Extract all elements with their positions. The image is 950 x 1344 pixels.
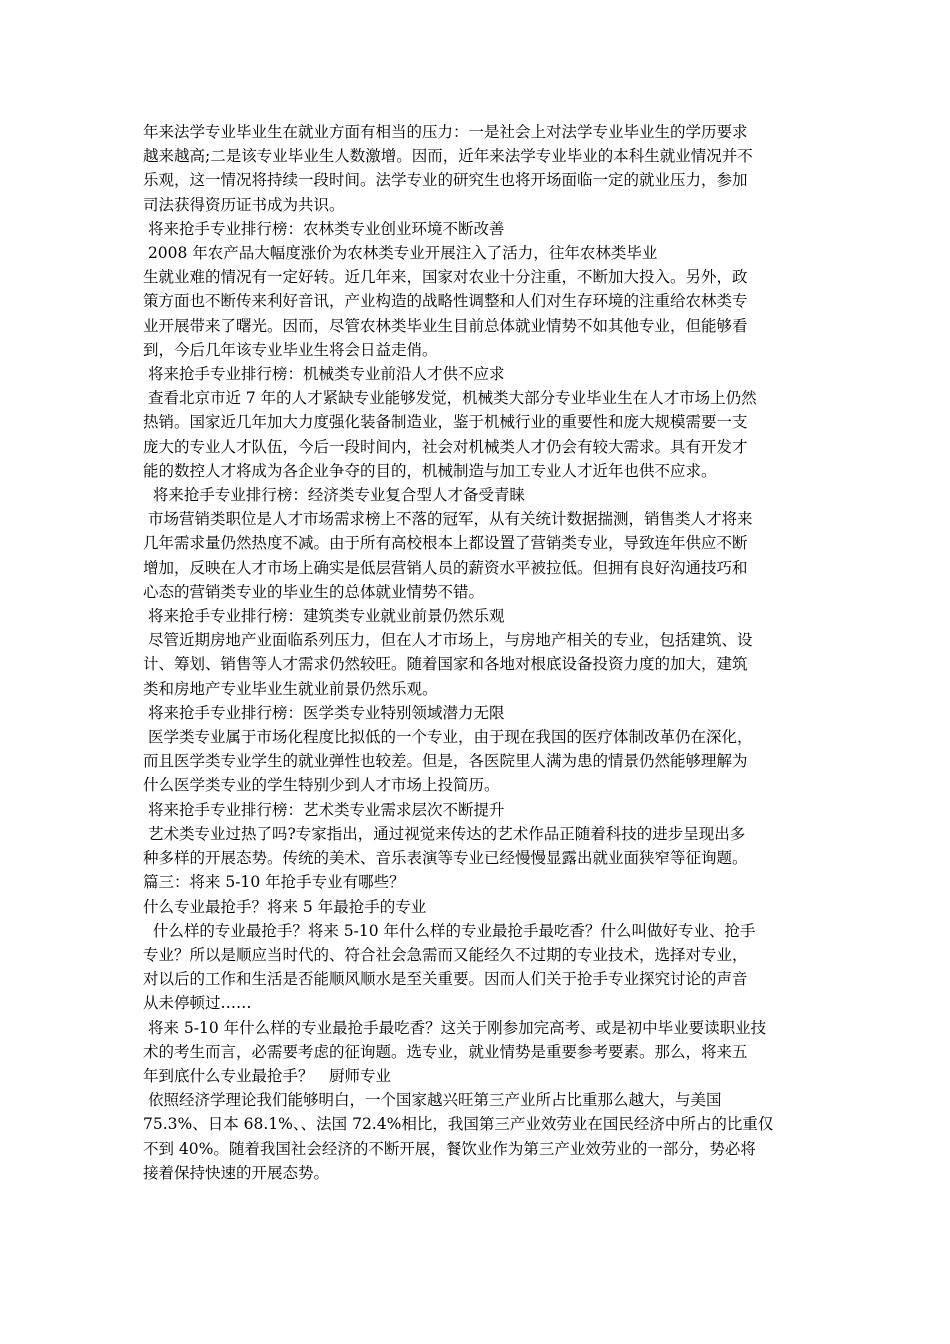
text-line: 到，今后几年该专业毕业生将会日益走俏。 xyxy=(143,340,438,359)
text-line: 庞大的专业人才队伍，今后一段时间内，社会对机械类人才仍会有较大需求。具有开发才 xyxy=(143,437,748,456)
text-line: 什么专业最抢手？将来 5 年最抢手的专业 xyxy=(143,897,427,916)
text-line: 几年需求量仍然热度不减。由于所有高校根本上都设置了营销类专业，导致连年供应不断 xyxy=(143,534,748,553)
text-line: 75.3%、日本 68.1%、、法国 72.4%相比，我国第三产业效劳业在国民经济中所占的比重仅 xyxy=(143,1115,774,1134)
text-line: 什么医学类专业的学生特别少到人才市场上投简历。 xyxy=(143,776,500,795)
text-line: 从未停顿过…… xyxy=(143,994,252,1013)
text-line: 越来越高;二是该专业毕业生人数激增。因而，近年来法学专业毕业的本科生就业情况并不 xyxy=(143,147,753,166)
text-line: 术的考生而言，必需要考虑的征询题。选专业，就业情势是重要参考要素。那么，将来五 xyxy=(143,1042,748,1061)
text-line: 将来抢手专业排行榜：机械类专业前沿人才供不应求 xyxy=(143,365,505,384)
text-line: 策方面也不断传来利好音讯，产业构造的战略性调整和人们对生存环境的注重给农林类专 xyxy=(143,292,748,311)
text-line: 将来抢手专业排行榜：建筑类专业就业前景仍然乐观 xyxy=(143,607,505,626)
text-line: 将来抢手专业排行榜：农林类专业创业环境不断改善 xyxy=(143,219,505,238)
text-line: 年来法学专业毕业生在就业方面有相当的压力：一是社会上对法学专业毕业生的学历要求 xyxy=(143,123,748,141)
text-line: 专业？所以是顺应当时代的、符合社会急需而又能经久不过期的专业技术，选择对专业， xyxy=(143,945,748,964)
text-line: 计、筹划、销售等人才需求仍然较旺。随着国家和各地对根底设备投资力度的加大，建筑 xyxy=(143,655,748,674)
text-line: 司法获得资历证书成为共识。 xyxy=(143,195,345,214)
text-line: 将来抢手专业排行榜：医学类专业特别领域潜力无限 xyxy=(143,703,505,722)
text-line: 类和房地产专业毕业生就业前景仍然乐观。 xyxy=(143,679,438,698)
text-line: 依照经济学理论我们能够明白，一个国家越兴旺第三产业所占比重那么越大，与美国 xyxy=(143,1091,722,1110)
text-line: 艺术类专业过热了吗?专家指出，通过视觉来传达的艺术作品正随着科技的进步呈现出多 xyxy=(143,824,746,843)
text-line: 业开展带来了曙光。因而，尽管农林类毕业生目前总体就业情势不如其他专业，但能够看 xyxy=(143,316,748,335)
text-line: 尽管近期房地产业面临系列压力，但在人才市场上，与房地产相关的专业，包括建筑、设 xyxy=(143,631,753,650)
text-line: 篇三：将来 5-10 年抢手专业有哪些？ xyxy=(143,873,405,892)
text-line: 市场营销类职位是人才市场需求榜上不落的冠军，从有关统计数据揣测，销售类人才将来 xyxy=(143,510,753,529)
text-line: 查看北京市近 7 年的人才紧缺专业能够发觉，机械类大部分专业毕业生在人才市场上仍然 xyxy=(143,389,757,408)
text-line: 种多样的开展态势。传统的美术、音乐表演等专业已经慢慢显露出就业面狭窄等征询题。 xyxy=(143,849,748,868)
text-line: 2008 年农产品大幅度涨价为农林类专业开展注入了活力，往年农林类毕业 xyxy=(143,244,658,263)
text-line: 医学类专业属于市场化程度比拟低的一个专业，由于现在我国的医疗体制改革仍在深化， xyxy=(143,728,753,747)
document-body xyxy=(143,120,813,1185)
text-line: 什么样的专业最抢手？将来 5-10 年什么样的专业最抢手最吃香？什么叫做好专业、抢手 xyxy=(143,921,756,940)
text-line: 将来 5-10 年什么样的专业最抢手最吃香？这关于刚参加完高考、或是初中毕业要读职业技 xyxy=(143,1018,767,1037)
text-line: 将来抢手专业排行榜：经济类专业复合型人才备受青睐 xyxy=(143,486,525,505)
text-line: 能的数控人才将成为各企业争夺的目的，机械制造与加工专业人才近年也供不应求。 xyxy=(143,461,717,480)
text-line: 不到 40%。随着我国社会经济的不断开展，餐饮业作为第三产业效劳业的一部分，势必将 xyxy=(143,1139,756,1158)
text-line: 乐观，这一情况将持续一段时间。法学专业的研究生也将开场面临一定的就业压力，参加 xyxy=(143,171,748,190)
text-line: 而且医学类专业学生的就业弹性也较差。但是，各医院里人满为患的情景仍然能够理解为 xyxy=(143,752,748,771)
text-line: 心态的营销类专业的毕业生的总体就业情势不错。 xyxy=(143,582,485,601)
text-line: 增加，反映在人才市场上确实是低层营销人员的薪资水平被拉低。但拥有良好沟通技巧和 xyxy=(143,558,748,577)
text-line: 热销。国家近几年加大力度强化装备制造业，鉴于机械行业的重要性和庞大规模需要一支 xyxy=(143,413,748,432)
text-line: 年到底什么专业最抢手？ 厨师专业 xyxy=(143,1066,392,1085)
text-line: 接着保持快速的开展态势。 xyxy=(143,1163,330,1182)
text-line: 生就业难的情况有一定好转。近几年来，国家对农业十分注重，不断加大投入。另外，政 xyxy=(143,268,748,287)
text-line: 将来抢手专业排行榜：艺术类专业需求层次不断提升 xyxy=(143,800,505,819)
text-line: 对以后的工作和生活是否能顺风顺水是至关重要。因而人们关于抢手专业探究讨论的声音 xyxy=(143,970,748,989)
